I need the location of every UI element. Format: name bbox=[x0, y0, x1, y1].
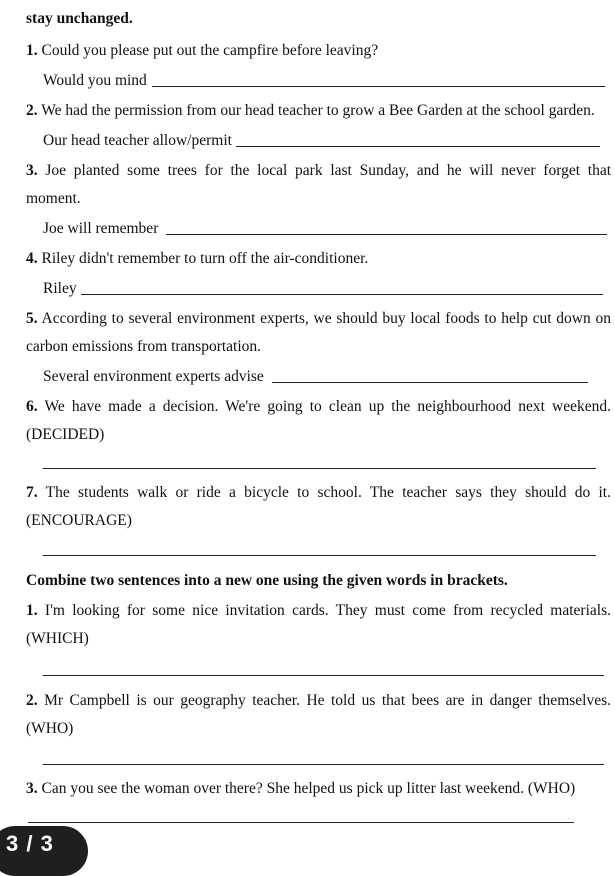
question-text: Can you see the woman over there? She helped us pick up litter last weekend. (WHO) bbox=[41, 780, 576, 797]
question-keyword: (WHICH) bbox=[26, 630, 89, 647]
question-text: I'm looking for some nice invitation cards. They must come from recycled materials. bbox=[44, 602, 611, 619]
question-text-cont: carbon emissions from transportation. bbox=[26, 338, 262, 355]
question-number: 2. bbox=[26, 102, 38, 119]
answer-blank[interactable] bbox=[152, 86, 605, 87]
question-number: 3. bbox=[26, 780, 38, 797]
question-text: We have made a decision. We're going to clean up the neighbourhood next weekend. bbox=[44, 398, 611, 415]
question-number: 7. bbox=[26, 484, 38, 501]
answer-blank[interactable] bbox=[272, 382, 588, 383]
question-number: 2. bbox=[26, 692, 38, 709]
question-text: Could you please put out the campfire before leaving? bbox=[41, 42, 379, 59]
answer-prompt: Would you mind bbox=[43, 72, 147, 89]
answer-blank[interactable] bbox=[43, 764, 604, 765]
answer-blank[interactable] bbox=[81, 294, 603, 295]
question-keyword: (DECIDED) bbox=[26, 426, 105, 443]
answer-prompt: Several environment experts advise bbox=[43, 368, 264, 385]
answer-prompt: Joe will remember bbox=[43, 220, 159, 237]
question-number: 4. bbox=[26, 250, 38, 267]
question-number: 6. bbox=[26, 398, 38, 415]
question-number: 5. bbox=[26, 310, 38, 327]
question-2 bbox=[26, 100, 611, 122]
page-indicator: 3 / 3 bbox=[0, 826, 88, 876]
question-text: According to several environment experts, we should buy local foods to help cut down on bbox=[41, 310, 611, 327]
question-number: 1. bbox=[26, 42, 38, 59]
question-4 bbox=[26, 248, 611, 270]
answer-prompt: Our head teacher allow/permit bbox=[43, 132, 232, 149]
question-1 bbox=[26, 40, 611, 62]
question-keyword: (ENCOURAGE) bbox=[26, 512, 132, 529]
answer-blank[interactable] bbox=[43, 675, 604, 676]
question-text: Mr Campbell is our geography teacher. He told us that bees are in danger themselves. bbox=[44, 692, 611, 709]
answer-blank[interactable] bbox=[43, 555, 596, 556]
instruction-tail: stay unchanged. bbox=[26, 10, 133, 27]
question-number: 1. bbox=[26, 602, 38, 619]
answer-blank[interactable] bbox=[28, 822, 574, 823]
question-text: Riley didn't remember to turn off the air-conditioner. bbox=[41, 250, 369, 267]
answer-blank[interactable] bbox=[166, 234, 607, 235]
question-text: Joe planted some trees for the local park last Sunday, and he will never forget that bbox=[45, 162, 612, 179]
question-text: The students walk or ride a bicycle to school. The teacher says they should do it. bbox=[45, 484, 611, 501]
combine-question-3 bbox=[26, 778, 611, 800]
answer-blank[interactable] bbox=[236, 146, 600, 147]
section-heading: Combine two sentences into a new one using the given words in brackets. bbox=[26, 572, 508, 589]
question-text: We had the permission from our head teacher to grow a Bee Garden at the school garden. bbox=[41, 102, 595, 119]
question-text-cont: moment. bbox=[26, 190, 81, 207]
answer-blank[interactable] bbox=[43, 468, 596, 469]
question-keyword: (WHO) bbox=[26, 720, 74, 737]
answer-prompt: Riley bbox=[43, 280, 77, 297]
question-number: 3. bbox=[26, 162, 38, 179]
